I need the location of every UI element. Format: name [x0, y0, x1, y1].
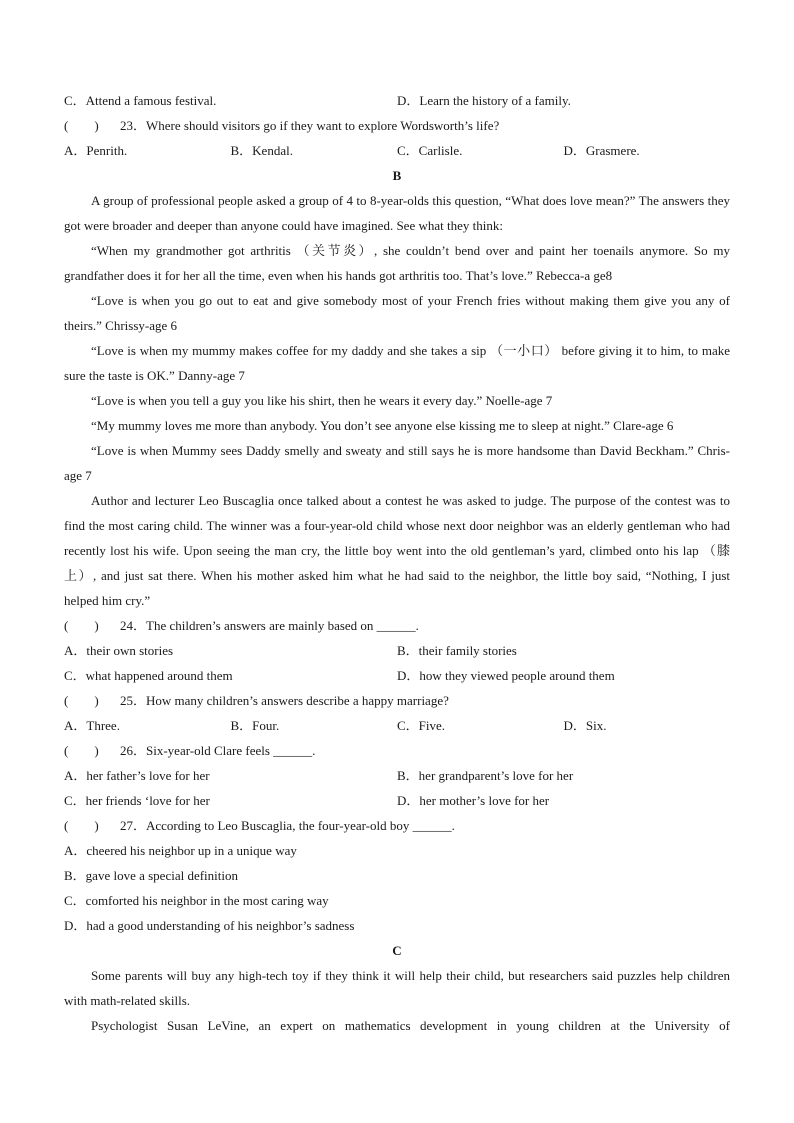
passage-b-paragraph-1: A group of professional people asked a group of 4 to 8-year-olds this question, “What does love mean?” The answers they got were broader and deeper than anyone could have imagined. See what they think:: [64, 193, 730, 233]
q25-option-a[interactable]: A．Three.: [64, 718, 120, 733]
passage-b-paragraph-5: “Love is when you tell a guy you like his shirt, then he wears it every day.” Noelle-age 7: [91, 393, 553, 408]
q24-option-d[interactable]: D．how they viewed people around them: [397, 668, 615, 683]
question-text: 26．Six-year-old Clare feels ______.: [120, 743, 316, 758]
q24-option-c[interactable]: C．what happened around them: [64, 668, 233, 683]
answer-blank[interactable]: ( ): [64, 118, 99, 133]
answer-blank[interactable]: ( ): [64, 743, 99, 758]
q26-options-ab: [64, 763, 730, 788]
q25-options: [64, 713, 730, 738]
question-text: 27．According to Leo Buscaglia, the four-year-old boy ______.: [120, 818, 455, 833]
q24-options-ab: [64, 638, 730, 663]
q27-option-c[interactable]: C．comforted his neighbor in the most caring way: [64, 893, 329, 908]
q22-option-c[interactable]: C．Attend a famous festival.: [64, 93, 217, 108]
passage-c-paragraph-1: Some parents will buy any high-tech toy if they think it will help their child, but researchers said puzzles help children with math-related skills.: [64, 968, 730, 1008]
passage-b-paragraph-3: “Love is when you go out to eat and give somebody most of your French fries without making them give you any of theirs.” Chrissy-age 6: [64, 293, 730, 333]
exam-page: [64, 88, 730, 1038]
answer-blank[interactable]: ( ): [64, 618, 99, 633]
q23-options: [64, 138, 730, 163]
section-c-heading: C: [392, 943, 402, 958]
q24-option-b[interactable]: B．their family stories: [397, 643, 517, 658]
q26-option-c[interactable]: C．her friends ‘love for her: [64, 793, 210, 808]
answer-blank[interactable]: ( ): [64, 693, 99, 708]
q23-stem: [64, 113, 730, 138]
passage-b-paragraph-7: “Love is when Mummy sees Daddy smelly and sweaty and still says he is more handsome than David Beckham.” Chris-age 7: [64, 443, 730, 483]
q27-stem: [64, 813, 730, 838]
q25-option-c[interactable]: C．Five.: [397, 718, 446, 733]
q23-option-d[interactable]: D．Grasmere.: [563, 143, 640, 158]
q26-option-d[interactable]: D．her mother’s love for her: [397, 793, 550, 808]
q27-option-b[interactable]: B．gave love a special definition: [64, 868, 239, 883]
passage-c-paragraph-2: Psychologist Susan LeVine, an expert on mathematics development in young children at the University of: [91, 1018, 730, 1033]
q24-stem: [64, 613, 730, 638]
question-text: 25．How many children’s answers describe a happy marriage?: [120, 693, 449, 708]
q22-option-d[interactable]: D．Learn the history of a family.: [397, 93, 571, 108]
q26-option-b[interactable]: B．her grandparent’s love for her: [397, 768, 574, 783]
q23-option-c[interactable]: C．Carlisle.: [397, 143, 463, 158]
q25-option-b[interactable]: B．Four.: [230, 718, 280, 733]
q26-option-a[interactable]: A．her father’s love for her: [64, 768, 210, 783]
q25-stem: [64, 688, 730, 713]
q25-option-d[interactable]: D．Six.: [563, 718, 607, 733]
passage-b-paragraph-8: Author and lecturer Leo Buscaglia once talked about a contest he was asked to judge. The purpose of the contest was to find the most caring child. The winner was a four-year-old child whose next door neighbor was an elderly gentleman who had recently lost his wife. Upon seeing the man cry, the little boy went into the old gentleman’s yard, climbed onto his lap （膝上）, and just sat there. When his mother asked him what he had said to the neighbor, the little boy said, “Nothing, I just helped him cry.”: [64, 493, 730, 608]
question-text: 23．Where should visitors go if they want to explore Wordsworth’s life?: [120, 118, 500, 133]
passage-b-paragraph-6: “My mummy loves me more than anybody. You don’t see anyone else kissing me to sleep at night.” Clare-age 6: [91, 418, 674, 433]
passage-b-paragraph-2: “When my grandmother got arthritis （关节炎）, she couldn’t bend over and paint her toenails anymore. So my grandfather does it for her all the time, even when his hands got arthritis too. That’s love.” Rebecca-a ge8: [64, 243, 730, 283]
passage-b-paragraph-4: “Love is when my mummy makes coffee for my daddy and she takes a sip （一小口） before giving it to him, to make sure the taste is OK.” Danny-age 7: [64, 343, 730, 383]
question-text: 24．The children’s answers are mainly based on ______.: [120, 618, 419, 633]
answer-blank[interactable]: ( ): [64, 818, 99, 833]
q23-option-b[interactable]: B．Kendal.: [230, 143, 293, 158]
q24-option-a[interactable]: A．their own stories: [64, 643, 174, 658]
q26-stem: [64, 738, 730, 763]
section-b-heading: B: [392, 168, 402, 183]
q26-options-cd: [64, 788, 730, 813]
q27-option-d[interactable]: D．had a good understanding of his neighbor’s sadness: [64, 918, 355, 933]
q27-option-a[interactable]: A．cheered his neighbor up in a unique way: [64, 843, 297, 858]
q24-options-cd: [64, 663, 730, 688]
q23-option-a[interactable]: A．Penrith.: [64, 143, 128, 158]
q22-options-cd: [64, 88, 730, 113]
